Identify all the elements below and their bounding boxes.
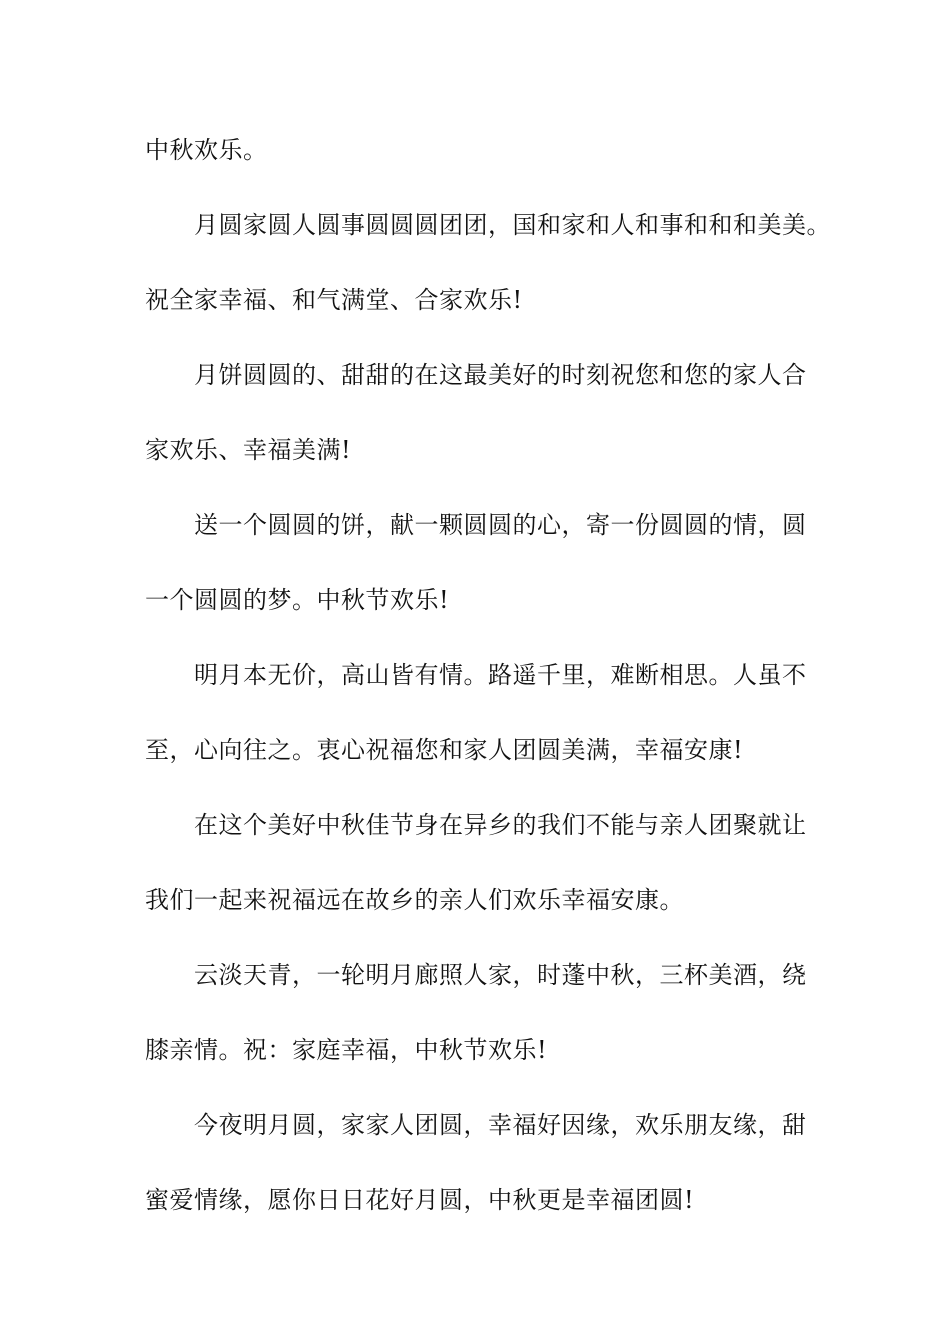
paragraph-first-line: 在这个美好中秋佳节身在异乡的我们不能与亲人团聚就让 bbox=[194, 811, 807, 839]
text-line: 一个圆圆的梦。中秋节欢乐! bbox=[145, 586, 450, 614]
paragraph-first-line: 今夜明月圆，家家人团圆，幸福好因缘，欢乐朋友缘，甜 bbox=[194, 1111, 807, 1139]
paragraph-first-line: 月圆家圆人圆事圆圆圆团团，国和家和人和事和和和美美。 bbox=[194, 211, 831, 239]
paragraph-first-line: 月饼圆圆的、甜甜的在这最美好的时刻祝您和您的家人合 bbox=[194, 361, 807, 389]
paragraph-first-line: 送一个圆圆的饼，献一颗圆圆的心，寄一份圆圆的情，圆 bbox=[194, 511, 807, 539]
text-line: 我们一起来祝福远在故乡的亲人们欢乐幸福安康。 bbox=[145, 886, 684, 914]
text-line: 家欢乐、幸福美满! bbox=[145, 436, 352, 464]
text-line: 蜜爱情缘，愿你日日花好月圆，中秋更是幸福团圆! bbox=[145, 1186, 695, 1214]
paragraph-first-line: 明月本无价，高山皆有情。路遥千里，难断相思。人虽不 bbox=[194, 661, 807, 689]
paragraph-first-line: 云淡天青，一轮明月廊照人家，时蓬中秋，三杯美酒，绕 bbox=[194, 961, 807, 989]
text-line: 膝亲情。祝：家庭幸福，中秋节欢乐! bbox=[145, 1036, 548, 1064]
text-line: 祝全家幸福、和气满堂、合家欢乐! bbox=[145, 286, 523, 314]
text-line: 中秋欢乐。 bbox=[145, 136, 268, 164]
text-line: 至，心向往之。衷心祝福您和家人团圆美满，幸福安康! bbox=[145, 736, 744, 764]
